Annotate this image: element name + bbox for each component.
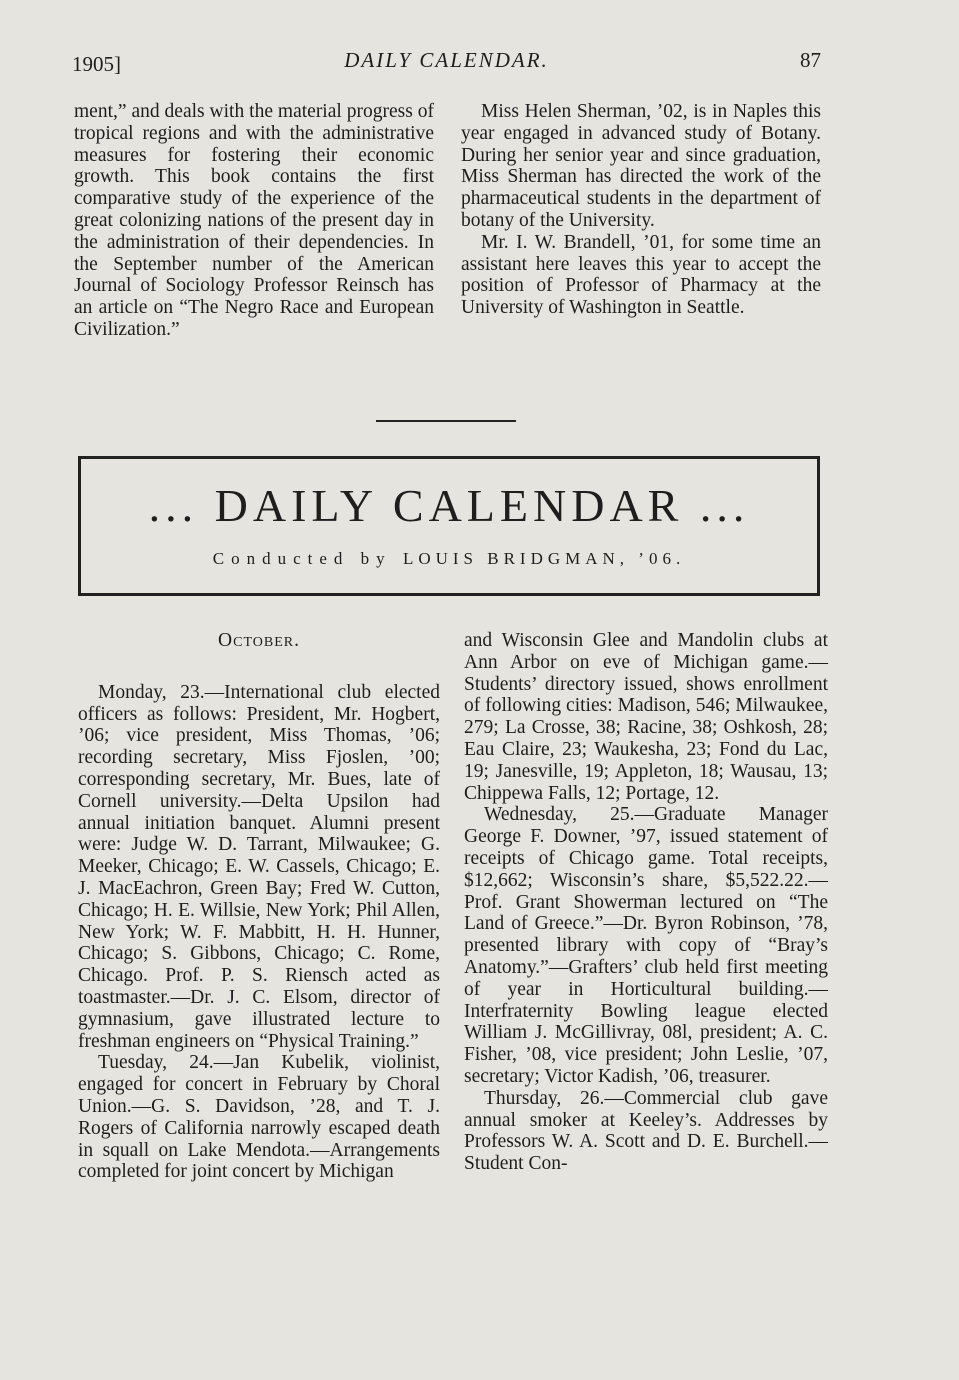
calendar-entry: Monday, 23.—International club elected officers as follows: President, Mr. Hogbert, ’06; vice president, Miss Thomas, ’06; recording secretary, Miss Fjoslen, ’00; corresponding secretary, Mr. Bues, late of Cornell university.—Delta Upsilon had annual initiation banquet. Alumni present were: Judge W. D. Tarrant, Milwaukee; G. Meeker, Chicago; E. W. Cassels, Chicago; E. J. MacEachron, Green Bay; Fred W. Cutton, Chicago; H. E. Willsie, New York; Phil Allen, New York; W. F. Mabbitt, H. H. Hunner, Chicago; S. Gibbons, Chicago; C. Rome, Chicago. Prof. P. S. Riensch acted as toastmaster.—Dr. J. C. Elsom, director of gymnasium, gave illustrated lecture to freshman engineers on “Physical Training.” bbox=[78, 681, 440, 1052]
month-heading: October. bbox=[218, 630, 300, 651]
top-right-column bbox=[461, 101, 821, 319]
paragraph: Miss Helen Sherman, ’02, is in Naples this year engaged in advanced study of Botany. During her senior year and since graduation, Miss Sherman has directed the work of the pharmaceutical students in the department of botany of the University. bbox=[461, 101, 821, 231]
calendar-entry: Wednesday, 25.—Graduate Manager George F. Downer, ’97, issued statement of receipts of Chicago game. Total receipts, $12,662; Wisconsin’s share, $5,522.22.—Prof. Grant Showerman lectured on “The Land of Greece.”—Dr. Byron Robinson, ’78, presented library with copy of “Bray’s Anatomy.”—Grafters’ club held first meeting of year in Horticultural building.—Interfraternity Bowling league elected William J. McGillivray, 08l, president; A. C. Fisher, ’08, vice president; John Leslie, ’07, secretary; Victor Kadish, ’06, treasurer. bbox=[464, 804, 828, 1087]
running-head-title: DAILY CALENDAR. bbox=[344, 48, 549, 72]
paragraph: ment,” and deals with the material progress of tropical regions and with the administrative measures for fostering their economic growth. This book contains the first comparative study of the experience of the great colonizing nations of the present day in the administration of their dependencies. In the September number of the American Journal of Sociology Professor Reinsch has an article on “The Negro Race and European Civilization.” bbox=[74, 101, 434, 340]
top-left-column bbox=[74, 101, 434, 341]
banner-title: ... DAILY CALENDAR ... bbox=[148, 480, 750, 531]
banner-editor-name: LOUIS BRIDGMAN, ’06. bbox=[402, 549, 686, 568]
paragraph: Mr. I. W. Brandell, ’01, for some time an assistant here leaves this year to accept the position of Professor of Pharmacy at the University of Washington in Seattle. bbox=[461, 231, 821, 319]
calendar-entry: Thursday, 26.—Commercial club gave annual smoker at Keeley’s. Addresses by Professors W. A. Scott and D. E. Burchell.—Student Con- bbox=[464, 1087, 828, 1175]
running-head bbox=[72, 48, 821, 78]
banner-conducted-by: Conducted by bbox=[212, 549, 392, 568]
bottom-right-column bbox=[464, 630, 828, 1175]
calendar-entry: Tuesday, 24.—Jan Kubelik, violinist, engaged for concert in February by Choral Union.—G. S. Davidson, ’28, and T. J. Rogers of California narrowly escaped death in squall on Lake Mendota.—Arrangements completed for joint concert by Michigan bbox=[78, 1052, 440, 1183]
section-divider bbox=[376, 420, 516, 422]
page-number: 87 bbox=[800, 48, 821, 72]
banner-subtitle bbox=[81, 549, 817, 569]
bottom-left-column bbox=[78, 630, 440, 1183]
running-head-year: 1905] bbox=[72, 52, 121, 76]
calendar-entry: and Wisconsin Glee and Mandolin clubs at Ann Arbor on eve of Michigan game.—Students’ directory issued, shows enrollment of following cities: Madison, 546; Milwaukee, 279; La Crosse, 38; Racine, 38; Oshkosh, 28; Eau Claire, 23; Waukesha, 23; Fond du Lac, 19; Janesville, 19; Appleton, 18; Wausau, 13; Chippewa Falls, 12; Portage, 12. bbox=[464, 630, 828, 804]
daily-calendar-banner bbox=[78, 456, 820, 596]
